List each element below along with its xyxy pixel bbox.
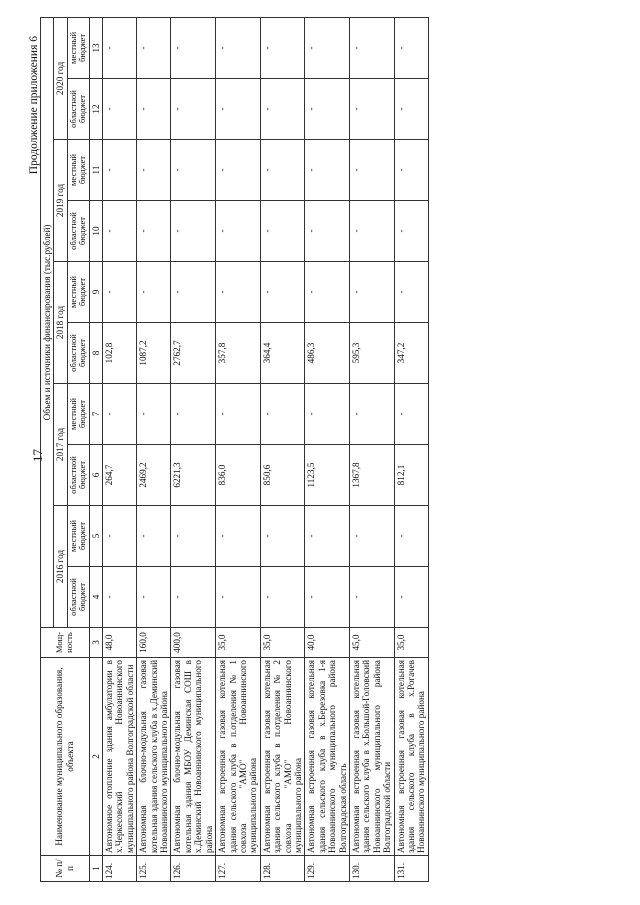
funding-value: - <box>394 567 428 628</box>
header-regional-2016: областной бюджет <box>67 567 89 628</box>
funding-value: - <box>349 140 394 201</box>
table-body <box>103 17 429 881</box>
header-year-2017: 2017 год <box>54 384 67 506</box>
header-local-2017: местный бюджет <box>67 384 89 445</box>
funding-value: - <box>171 79 216 140</box>
header-funding: Объем и источники финансирования (тыс.рублей) <box>41 17 54 627</box>
table-row <box>394 17 428 881</box>
funding-value: - <box>137 262 171 323</box>
funding-value: - <box>137 140 171 201</box>
funding-value: 1087,2 <box>137 323 171 384</box>
column-index: 5 <box>89 506 102 567</box>
object-name: Автономная блочно-модульная газовая котельная здания сельского клуба в х.Деминский Новоаннинского муниципального района <box>137 658 171 856</box>
funding-value: 6221,3 <box>171 445 216 506</box>
column-index: 9 <box>89 262 102 323</box>
object-power: 40,0 <box>305 628 350 658</box>
row-number: 125. <box>137 856 171 882</box>
funding-value: - <box>349 17 394 78</box>
rotated-content <box>10 12 630 892</box>
funding-value: - <box>305 262 350 323</box>
header-year-2019: 2019 год <box>54 140 67 262</box>
funding-value: - <box>137 384 171 445</box>
funding-value: - <box>349 384 394 445</box>
object-name: Автономная встроенная газовая котельная здания сельского клуба в х.Березовка 1-я Новоаннинского муниципального района Волгоградская область <box>305 658 350 856</box>
header-regional-2020: областной бюджет <box>67 79 89 140</box>
object-power: 35,0 <box>216 628 261 658</box>
funding-value: 812,1 <box>394 445 428 506</box>
funding-value: - <box>260 140 305 201</box>
object-power: 160,0 <box>137 628 171 658</box>
funding-value: - <box>349 201 394 262</box>
funding-value: - <box>394 201 428 262</box>
funding-value: - <box>349 262 394 323</box>
table-row <box>103 17 137 881</box>
funding-value: - <box>103 384 137 445</box>
funding-value: 486,3 <box>305 323 350 384</box>
funding-value: - <box>103 140 137 201</box>
funding-value: - <box>260 384 305 445</box>
column-index: 10 <box>89 201 102 262</box>
table-row <box>349 17 394 881</box>
funding-value: - <box>260 567 305 628</box>
funding-value: - <box>171 384 216 445</box>
object-power: 45,0 <box>349 628 394 658</box>
funding-value: - <box>305 384 350 445</box>
funding-value: - <box>137 567 171 628</box>
funding-value: - <box>349 79 394 140</box>
row-number: 127. <box>216 856 261 882</box>
funding-value: - <box>305 506 350 567</box>
funding-value: 595,3 <box>349 323 394 384</box>
object-power: 400,0 <box>171 628 216 658</box>
row-number: 124. <box>103 856 137 882</box>
row-number: 131. <box>394 856 428 882</box>
table-row <box>260 17 305 881</box>
object-name: Автономная блочно-модульная газовая котельная здания МБОУ Деминская СОШ в х.Деминский Новоаннинского муниципального района <box>171 658 216 856</box>
funding-value: - <box>171 567 216 628</box>
funding-value: - <box>103 262 137 323</box>
funding-value: - <box>171 17 216 78</box>
funding-value: - <box>394 384 428 445</box>
funding-table <box>40 17 429 882</box>
funding-value: - <box>216 384 261 445</box>
funding-value: 2469,2 <box>137 445 171 506</box>
row-number: 128. <box>260 856 305 882</box>
row-number: 126. <box>171 856 216 882</box>
funding-value: - <box>103 567 137 628</box>
table-row <box>171 17 216 881</box>
column-index: 7 <box>89 384 102 445</box>
header-num: № п/п <box>41 856 90 882</box>
funding-value: - <box>216 506 261 567</box>
object-name: Автономная встроенная газовая котельная здания сельского клуба в х.Большой-Головский Новоаннинского муниципального района Волгоградской области <box>349 658 394 856</box>
funding-value: - <box>171 506 216 567</box>
column-index: 2 <box>89 658 102 856</box>
funding-value: - <box>216 140 261 201</box>
column-index: 3 <box>89 628 102 658</box>
header-year-2018: 2018 год <box>54 262 67 384</box>
funding-value: - <box>137 79 171 140</box>
column-index: 8 <box>89 323 102 384</box>
funding-value: - <box>394 262 428 323</box>
funding-value: 357,8 <box>216 323 261 384</box>
header-local-2018: местный бюджет <box>67 262 89 323</box>
funding-value: 1367,8 <box>349 445 394 506</box>
funding-value: - <box>349 567 394 628</box>
funding-value: - <box>394 17 428 78</box>
row-number: 129. <box>305 856 350 882</box>
column-index: 4 <box>89 567 102 628</box>
header-local-2019: местный бюджет <box>67 140 89 201</box>
object-name: Автономная встроенная газовая котельная здания сельского клуба в п.отделения № 2 совхоза "АМО" Новоаннинского муниципального района <box>260 658 305 856</box>
funding-value: - <box>216 17 261 78</box>
column-index: 6 <box>89 445 102 506</box>
funding-value: - <box>394 79 428 140</box>
funding-value: - <box>260 201 305 262</box>
funding-value: - <box>260 79 305 140</box>
funding-value: 102,8 <box>103 323 137 384</box>
header-year-2020: 2020 год <box>54 17 67 139</box>
funding-value: - <box>394 140 428 201</box>
funding-value: - <box>305 567 350 628</box>
header-local-2016: местный бюджет <box>67 506 89 567</box>
funding-value: - <box>394 506 428 567</box>
table-row <box>305 17 350 881</box>
page-number: 17 <box>30 449 45 462</box>
continuation-label: Продолжение приложения 6 <box>28 36 40 175</box>
funding-value: - <box>103 506 137 567</box>
funding-value: - <box>171 262 216 323</box>
funding-value: - <box>305 140 350 201</box>
header-regional-2019: областной бюджет <box>67 201 89 262</box>
funding-value: - <box>171 140 216 201</box>
funding-value: - <box>305 79 350 140</box>
header-year-2016: 2016 год <box>54 506 67 628</box>
funding-value: - <box>216 79 261 140</box>
object-name: Автономная встроенная газовая котельная здания сельского клуба в х.Рогачев Новоаннинского муниципального района <box>394 658 428 856</box>
funding-value: 1123,5 <box>305 445 350 506</box>
funding-value: 347,2 <box>394 323 428 384</box>
funding-value: - <box>349 506 394 567</box>
funding-value: - <box>103 79 137 140</box>
object-power: 48,0 <box>103 628 137 658</box>
object-power: 35,0 <box>394 628 428 658</box>
funding-value: - <box>305 201 350 262</box>
object-name: Автономная встроенная газовая котельная здания сельского клуба в п.отделения № 1 совхоза "АМО" Новоаннинского муниципального района <box>216 658 261 856</box>
header-name: Наименование муниципального образования, объекта <box>41 658 90 856</box>
funding-value: - <box>305 17 350 78</box>
funding-value: - <box>260 506 305 567</box>
funding-value: 2762,7 <box>171 323 216 384</box>
funding-value: 364,4 <box>260 323 305 384</box>
funding-value: - <box>171 201 216 262</box>
column-index: 11 <box>89 140 102 201</box>
funding-value: - <box>216 262 261 323</box>
funding-value: - <box>103 17 137 78</box>
funding-value: - <box>260 17 305 78</box>
column-index-row <box>89 17 102 881</box>
column-index: 1 <box>89 856 102 882</box>
object-power: 35,0 <box>260 628 305 658</box>
funding-value: - <box>260 262 305 323</box>
header-local-2020: местный бюджет <box>67 17 89 78</box>
funding-value: - <box>216 201 261 262</box>
header-regional-2018: областной бюджет <box>67 323 89 384</box>
funding-value: - <box>216 567 261 628</box>
table-row <box>216 17 261 881</box>
funding-value: 850,6 <box>260 445 305 506</box>
table-row <box>137 17 171 881</box>
header-power: Мощ-ность <box>41 628 90 658</box>
row-number: 130. <box>349 856 394 882</box>
funding-value: - <box>137 17 171 78</box>
column-index: 13 <box>89 17 102 78</box>
funding-value: - <box>137 201 171 262</box>
object-name: Автономное отопление здания амбулатории в х.Черкесовский Новоаннинского муниципального района Волгоградской области <box>103 658 137 856</box>
funding-value: 264,7 <box>103 445 137 506</box>
funding-value: - <box>137 506 171 567</box>
funding-value: 836,0 <box>216 445 261 506</box>
header-regional-2017: областной бюджет <box>67 445 89 506</box>
funding-value: - <box>103 201 137 262</box>
column-index: 12 <box>89 79 102 140</box>
